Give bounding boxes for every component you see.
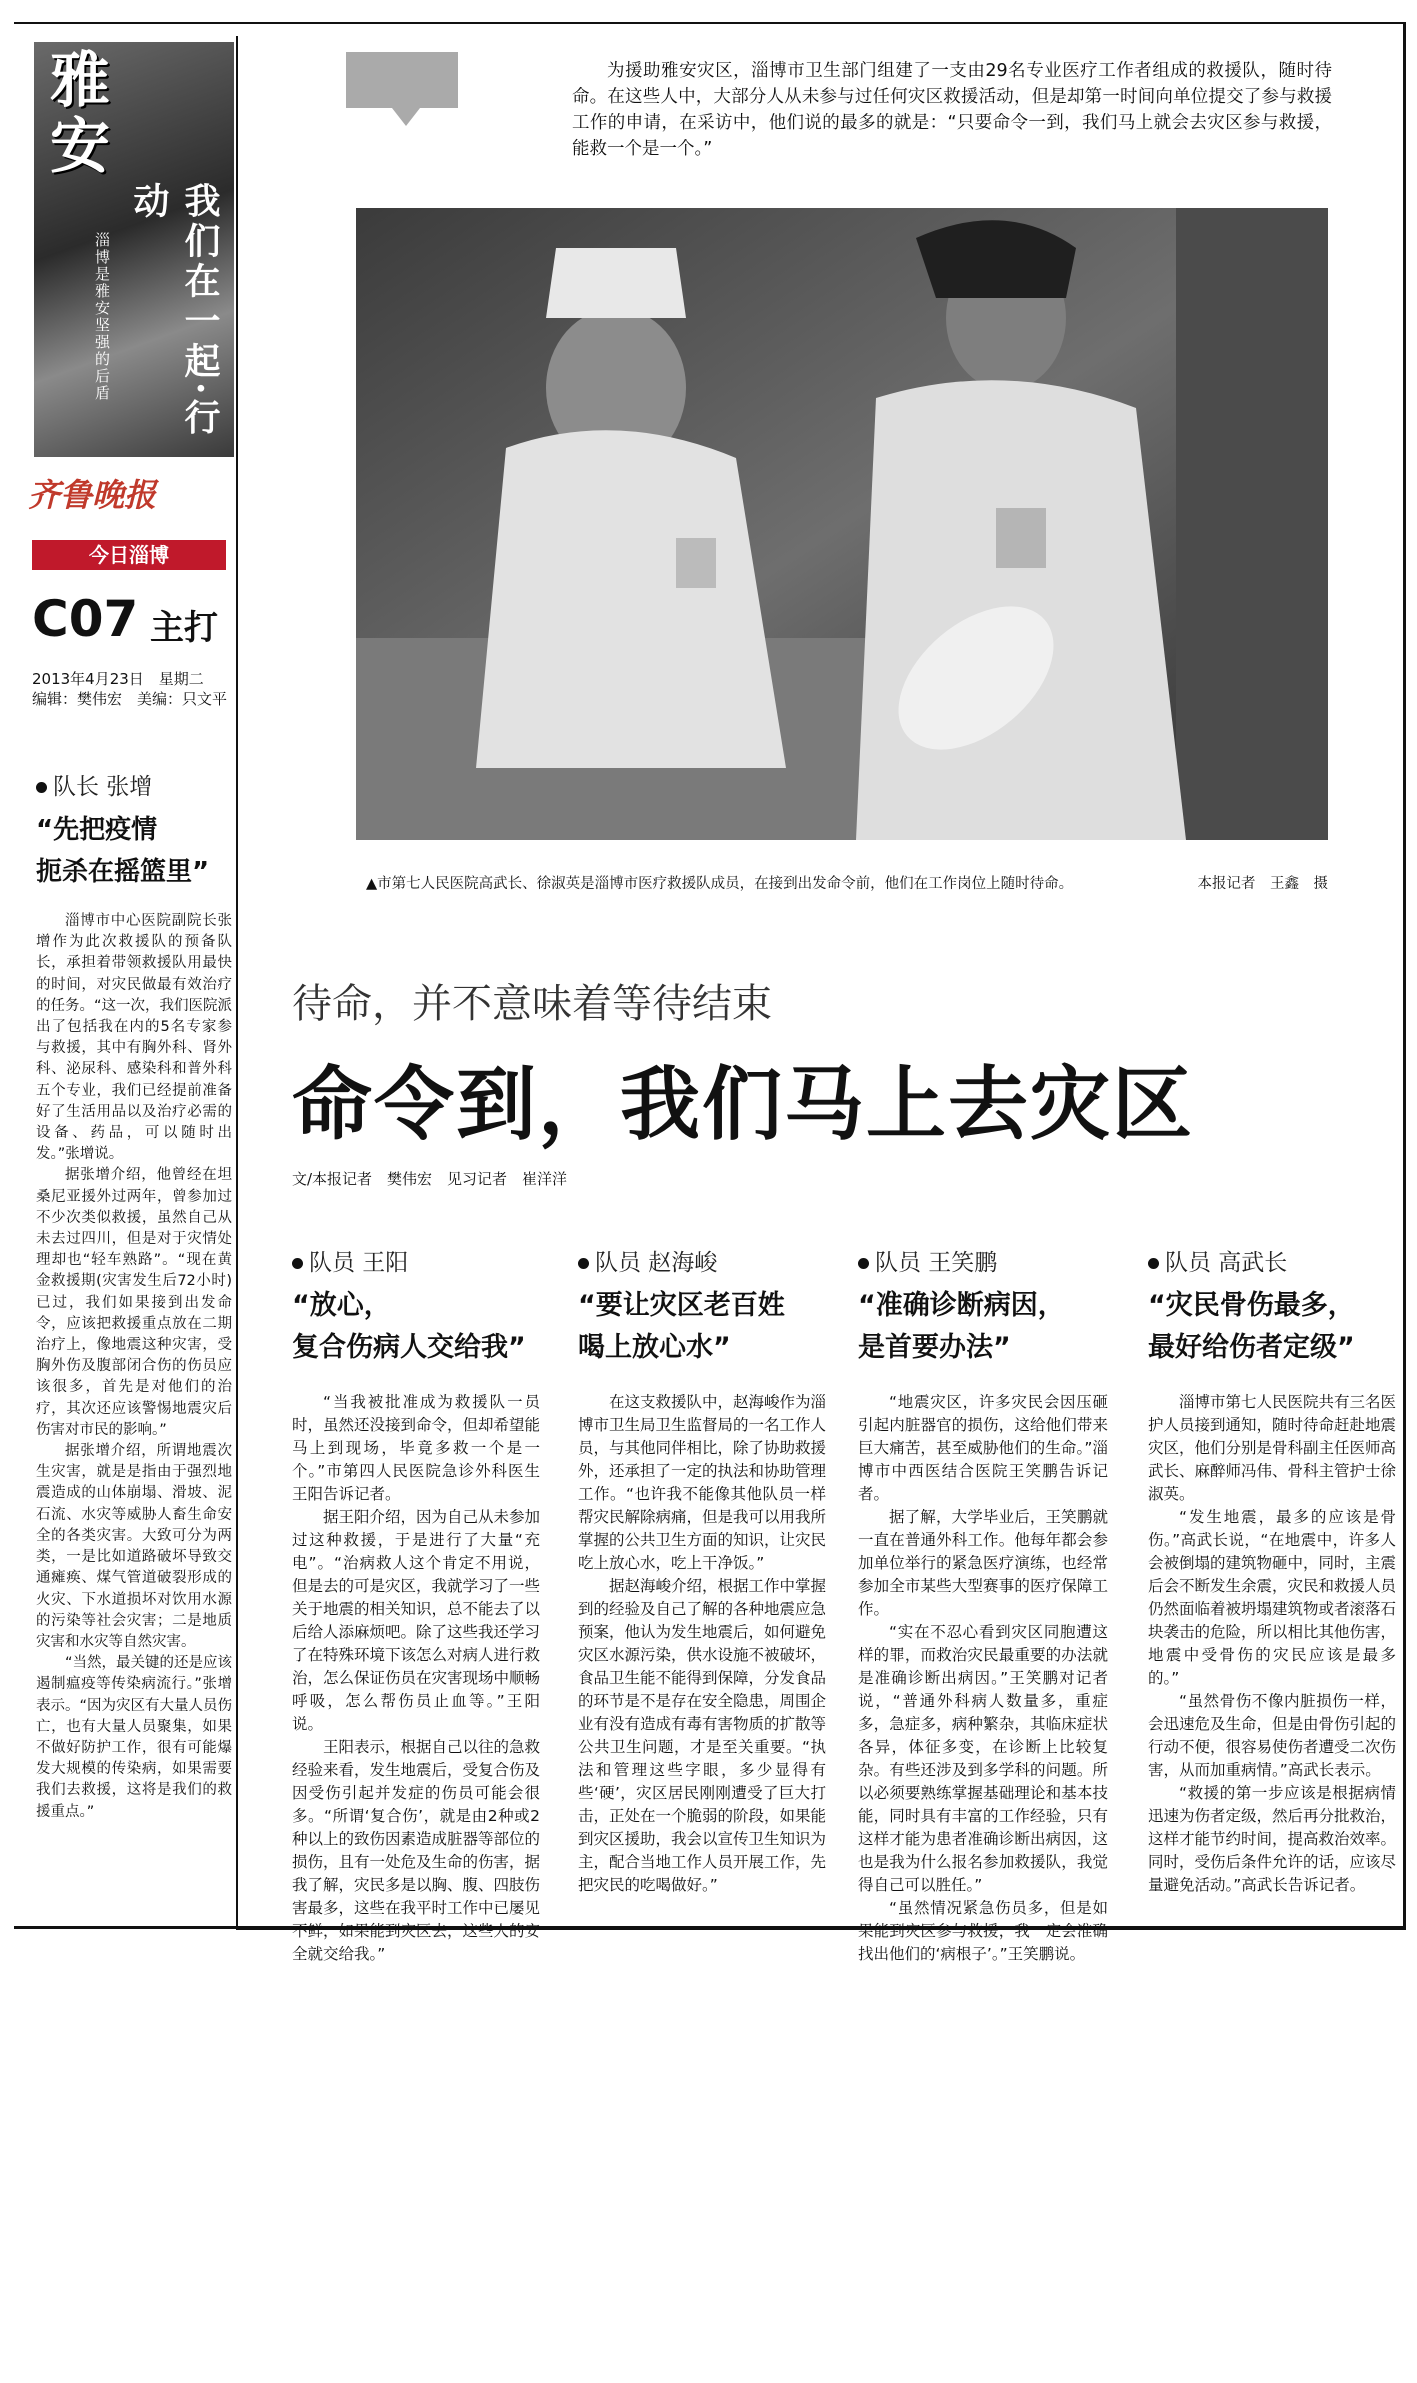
- paragraph: 据张增介绍，他曾经在坦桑尼亚援外过两年，曾参加过不少次类似救援，虽然自己从未去过四川，但是对于灾情处理却也“轻车熟路”。“现在黄金救援期(灾害发生后72小时)已过，我们如果接到出发命令，应该把救援重点放在二期治疗上，像地震这种灾害，受胸外伤及腹部闭合伤的伤员应该很多，首先是对他们的治疗，其次还应该警惕地震灾后伤害对市民的影响。”: [36, 1167, 232, 1438]
- intro-paragraph: 为援助雅安灾区，淄博市卫生部门组建了一支由29名专业医疗工作者组成的救援队，随时待命。在这些人中，大部分人从未参与过任何灾区救援活动，但是却第一时间向单位提交了参与救援工作的申请，在采访中，他们说的最多的就是：“只要命令一到，我们马上就会去灾区参与救援，能救一个是一个。”: [572, 61, 1332, 159]
- photo-credit: 本报记者 王鑫 摄: [1197, 876, 1328, 892]
- column-quote: “放心， 复合伤病人交给我”: [292, 1290, 526, 1363]
- column-role: 队员 赵海峻: [578, 1244, 826, 1277]
- paragraph: “当我被批准成为救援队一员时，虽然还没接到命令，但却希望能马上到现场，毕竟多救一个是一个。”市第四人民医院急诊外科医生王阳告诉记者。: [292, 1393, 541, 1503]
- page-number: C07: [32, 590, 139, 648]
- news-photo: [356, 208, 1328, 840]
- paragraph: 淄博市第七人民医院共有三名医护人员接到通知，随时待命赶赴地震灾区，他们分别是骨科副主任医师高武长、麻醉师冯伟、骨科主管护士徐淑英。: [1148, 1393, 1397, 1503]
- column-role: 队员 王笑鹏: [858, 1244, 1108, 1277]
- article-kicker: 待命，并不意味着等待结束: [292, 981, 772, 1027]
- paragraph: “发生地震，最多的应该是骨伤。”高武长说，“在地震中，许多人会被倒塌的建筑物砸中，同时，主震后会不断发生余震，灾民和救援人员仍然面临着被坍塌建筑物或者滚落石块袭击的危险，所以相比其他伤害，地震中受骨伤的灾民应该是最多的。”: [1148, 1508, 1397, 1687]
- paragraph: “救援的第一步应该是根据病情迅速为伤者定级，然后再分批救治，这样才能节约时间，提高救治效率。同时，受伤后条件允许的话，应该尽量避免活动。”高武长告诉记者。: [1148, 1784, 1397, 1894]
- column-role: 队员 王阳: [292, 1244, 540, 1277]
- article-headline: 命令到，我们马上去灾区: [292, 1058, 1194, 1151]
- paragraph: 淄博市中心医院副院长张增作为此次救援队的预备队长，承担着带领救援队用最快的时间，对灾民做最有效治疗的任务。“这一次，我们医院派出了包括我在内的5名专家参与救援，其中有胸外科、肾外科、泌尿科、感染科和普外科五个专业，我们已经提前准备好了生活用品以及治疗必需的设备、药品，可以随时出发。”张增说。: [36, 913, 233, 1163]
- paragraph: “当然，最关键的还是应该遏制瘟疫等传染病流行。”张增表示。“因为灾区有大量人员伤亡，也有大量人员聚集，如果不做好防护工作，很有可能爆发大规模的传染病，如果需要我们去救援，这将是我们的救援重点。”: [36, 1655, 233, 1820]
- paragraph: 王阳表示，根据自己以往的急救经验来看，发生地震后，受复合伤及因受伤引起并发症的伤员可能会很多。“所谓‘复合伤’，就是由2种或2种以上的致伤因素造成脏器等部位的损伤，且有一处危及生命的伤害，据我了解，灾民多是以胸、腹、四肢伤害最多，这些在我平时工作中已屡见不鲜，如果能到灾区去，这些人的安全就交给我。”: [292, 1738, 541, 1963]
- paragraph: “虽然情况紧急伤员多，但是如果能到灾区参与救援，我一定会准确找出他们的‘病根子’。”王笑鹏说。: [858, 1899, 1108, 1963]
- banner-title: 雅 安: [50, 46, 110, 182]
- column-role: 队员 高武长: [1148, 1244, 1396, 1277]
- bullet-icon: [36, 782, 47, 793]
- yaan-banner: [34, 42, 234, 457]
- column-body: [1148, 1391, 1396, 1897]
- paragraph: 据了解，大学毕业后，王笑鹏就一直在普通外科工作。他每年都会参加单位举行的紧急医疗演练，也经常参加全市某些大型赛事的医疗保障工作。: [858, 1508, 1108, 1618]
- paragraph: 在这支救援队中，赵海峻作为淄博市卫生局卫生监督局的一名工作人员，与其他同伴相比，除了协助救援外，还承担了一定的执法和协助管理工作。“也许我不能像其他队员一样帮灾民解除病痛，但是我可以用我所掌握的公共卫生方面的知识，让灾民吃上放心水，吃上干净饭。”: [578, 1393, 827, 1572]
- quote-bubble-tail: [392, 108, 420, 126]
- column-quote: “先把疫情 扼杀在摇篮里”: [36, 815, 210, 887]
- column-role: 队长 张增: [36, 768, 232, 801]
- news-photo-illustration: [356, 208, 1328, 840]
- column-body: [36, 911, 232, 1823]
- column-zhang-zeng: [36, 768, 232, 1823]
- issue-date: 2013年4月23日 星期二: [32, 670, 204, 688]
- banner-slogan: 我们在一起·行动: [128, 182, 221, 439]
- column-wang-xiaopeng: [858, 1244, 1108, 1966]
- column-wang-yang: [292, 1244, 540, 1966]
- paragraph: “实在不忍心看到灾区同胞遭这样的罪，而救治灾民最重要的办法就是准确诊断出病因。”王笑鹏对记者说，“普通外科病人数量多，重症多，急症多，病种繁杂，其临床症状各异，体征多变，在诊断上比较复杂。有些还涉及到多学科的问题。所以必须要熟练掌握基础理论和基本技能，同时具有丰富的工作经验，只有这样才能为患者准确诊断出病因，这也是我为什么报名参加救援队，我觉得自己可以胜任。”: [858, 1623, 1108, 1894]
- column-rule: [236, 36, 238, 1926]
- section-label: 今日淄博: [32, 540, 226, 570]
- paragraph: 据张增介绍，所谓地震次生灾害，就是是指由于强烈地震造成的山体崩塌、滑坡、泥石流、水灾等威胁人畜生命安全的各类灾害。大致可分为两类，一是比如道路破坏导致交通瘫痪、煤气管道破裂形成的火灾、下水道损坏对饮用水源的污染等社会灾害；二是地质灾害和水灾等自然灾害。: [36, 1443, 232, 1650]
- column-body: [292, 1391, 540, 1966]
- banner-subtitle: 淄博是雅安坚强的后盾: [93, 232, 111, 402]
- editor-credits: 编辑：樊伟宏 美编：只文平: [32, 690, 228, 708]
- column-body: [578, 1391, 826, 1897]
- paragraph: “地震灾区，许多灾民会因压砸引起内脏器官的损伤，这给他们带来巨大痛苦，甚至威胁他们的生命。”淄博市中西医结合医院王笑鹏告诉记者。: [858, 1393, 1108, 1503]
- column-quote: “准确诊断病因， 是首要办法”: [858, 1290, 1065, 1363]
- quote-bubble-icon: [346, 52, 458, 108]
- page-type: 主打: [150, 608, 218, 648]
- bullet-icon: [1148, 1258, 1159, 1269]
- paragraph: 据赵海峻介绍，根据工作中掌握到的经验及自己了解的各种地震应急预案，他认为发生地震后，如何避免灾区水源污染，供水设施不被破坏，食品卫生能不能得到保障，分发食品的环节是不是存在安全隐患，周围企业有没有造成有毒有害物质的扩散等公共卫生问题，才是至关重要。“执法和管理这些字眼，多少显得有些‘硬’，灾区居民刚刚遭受了巨大打击，正处在一个脆弱的阶段，如果能到灾区援助，我会以宣传卫生知识为主，配合当地工作人员开展工作，先把灾民的吃喝做好。”: [578, 1577, 827, 1894]
- caption-text: ▲市第七人民医院高武长、徐淑英是淄博市医疗救援队成员，在接到出发命令前，他们在工作岗位上随时待命。: [366, 876, 1074, 892]
- article-byline: 文/本报记者 樊伟宏 见习记者 崔洋洋: [292, 1170, 568, 1188]
- column-zhao-haijun: [578, 1244, 826, 1897]
- bullet-icon: [858, 1258, 869, 1269]
- column-gao-wuchang: [1148, 1244, 1396, 1897]
- column-body: [858, 1391, 1108, 1966]
- paragraph: 据王阳介绍，因为自己从未参加过这种救援，于是进行了大量“充电”。“治病救人这个肯定不用说，但是去的可是灾区，我就学习了一些关于地震的相关知识，总不能去了以后给人添麻烦吧。除了这些我还学习了在特殊环境下该怎么对病人进行救治，怎么保证伤员在灾害现场中顺畅呼吸，怎么帮伤员止血等。”王阳说。: [292, 1508, 541, 1733]
- newspaper-logo: 齐鲁晚报: [28, 476, 157, 514]
- bullet-icon: [578, 1258, 589, 1269]
- column-quote: “要让灾区老百姓 喝上放心水”: [578, 1290, 785, 1363]
- bullet-icon: [292, 1258, 303, 1269]
- column-quote: “灾民骨伤最多， 最好给伤者定级”: [1148, 1290, 1355, 1363]
- paragraph: “虽然骨伤不像内脏损伤一样，会迅速危及生命，但是由骨伤引起的行动不便，很容易使伤者遭受二次伤害，从而加重病情。”高武长表示。: [1148, 1692, 1397, 1779]
- photo-caption: [366, 872, 1328, 893]
